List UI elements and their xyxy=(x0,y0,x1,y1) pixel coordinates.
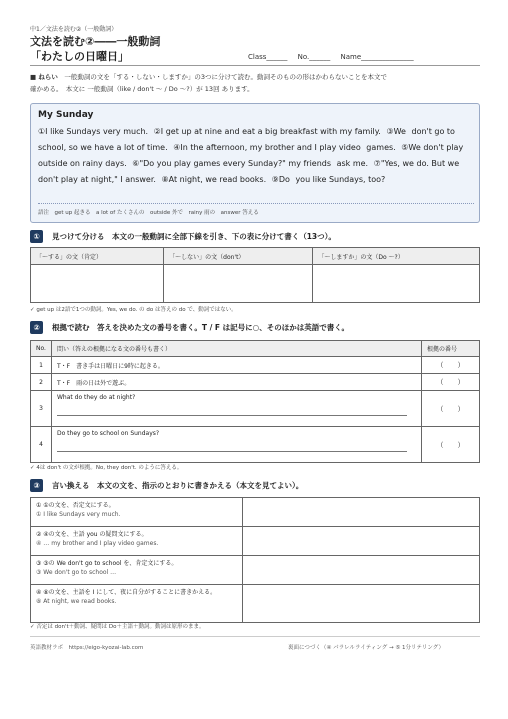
instruction-text: ② ④の文を、主語 you の疑問文にする。 xyxy=(36,531,148,538)
affirmative-answer-cell[interactable] xyxy=(31,265,164,303)
story-text xyxy=(38,124,474,188)
footer-site: 英語教材ラボ https://eigo-kyozai-lab.com xyxy=(30,645,144,651)
story-title: My Sunday xyxy=(38,110,94,120)
col-negative: 「～しない」の文（don't） xyxy=(164,248,313,265)
instruction-text: ④ ⑧の文を、主語を I にして、夜に自分がすることに書きかえる。 xyxy=(36,589,217,596)
vocab-divider xyxy=(38,203,474,204)
row-number: 2 xyxy=(31,374,52,391)
col-affirmative: 「～する」の文（肯定） xyxy=(31,248,164,265)
header-divider xyxy=(30,65,480,66)
row-number: 4 xyxy=(31,427,52,463)
source-sentence: ④ … my brother and I play video games. xyxy=(36,540,159,547)
sentence-6: ⑥"Do you play games every Sunday?" my friends xyxy=(132,159,332,168)
aim-label: ■ ねらい xyxy=(30,73,58,81)
section-1-header xyxy=(30,230,480,243)
sentence-9: ⑨Do xyxy=(271,175,290,184)
instruction-cell xyxy=(31,585,243,623)
footer-divider xyxy=(30,636,480,637)
section-3-header xyxy=(30,479,480,492)
sentence-2: ②I get up at nine and eat a big breakfast with my family. xyxy=(153,127,381,136)
sentence-1: ①I like Sundays very much. xyxy=(38,127,149,136)
section-1-note: ✓ get up は2語で1つの動詞。Yes, we do. の do は答えの do で、動詞ではない。 xyxy=(30,307,237,313)
name-field[interactable]: Name_______________ xyxy=(340,53,414,61)
name-fields xyxy=(248,53,422,61)
row-number: 3 xyxy=(31,391,52,427)
write-line[interactable] xyxy=(57,451,407,452)
col-question: 「～しますか」の文（Do ～?） xyxy=(313,248,480,265)
evidence-table xyxy=(30,340,480,463)
question-text[interactable]: T・F 書き手は日曜日に9時に起きる。 xyxy=(51,357,421,374)
source-sentence: ③ We don't go to school … xyxy=(36,569,117,576)
aim-box xyxy=(30,71,480,95)
section-2-note: ✓ 4は don't の文が根拠。No, they don't. のように答える。 xyxy=(30,465,183,471)
breadcrumb: 中1／文法を読む②（一般動詞） xyxy=(30,26,118,33)
table-row xyxy=(31,556,480,585)
sentence-5: ⑤We don't play outside on rainy days. xyxy=(38,143,464,168)
col-question-text: 問い（答えの根拠になる文の番号も書く） xyxy=(51,341,421,357)
instruction-text: ③ ③の We don't go to school を、肯定文にする。 xyxy=(36,560,178,567)
question-text[interactable]: T・F 雨の日は外で遊ぶ。 xyxy=(51,374,421,391)
sentence-3: ③We xyxy=(386,127,406,136)
section-2-number: ② xyxy=(30,321,43,334)
question-cell[interactable] xyxy=(51,427,421,463)
sentence-4-cont: games. xyxy=(366,143,396,152)
table-row xyxy=(31,391,480,427)
write-line[interactable] xyxy=(57,415,407,416)
section-1-number: ① xyxy=(30,230,43,243)
sort-table xyxy=(30,247,480,303)
table-row xyxy=(31,427,480,463)
instruction-cell xyxy=(31,498,243,527)
sentence-3-cont: don't go to school, so we have a lot of time. xyxy=(38,127,455,152)
rewrite-answer-cell[interactable] xyxy=(243,585,480,623)
vocab-notes: 語注 get up 起きる a lot of たくさんの outside 外で rainy 雨の answer 答える xyxy=(38,210,259,216)
table-row xyxy=(31,374,480,391)
question-text: Do they go to school on Sundays? xyxy=(56,430,160,437)
footer-continue: 裏面につづく（④ パラレルライティング → ⑤ 1分リテリング） xyxy=(288,645,444,651)
row-number: 1 xyxy=(31,357,52,374)
class-field[interactable]: Class______ xyxy=(248,53,288,61)
instruction-cell xyxy=(31,556,243,585)
story-box xyxy=(30,103,480,223)
source-sentence: ① I like Sundays very much. xyxy=(36,511,121,518)
rewrite-answer-cell[interactable] xyxy=(243,527,480,556)
instruction-cell xyxy=(31,527,243,556)
evidence-answer[interactable]: （ ） xyxy=(422,374,480,391)
table-row xyxy=(31,527,480,556)
number-field[interactable]: No.______ xyxy=(297,53,331,61)
rewrite-answer-cell[interactable] xyxy=(243,556,480,585)
col-no: No. xyxy=(31,341,52,357)
question-text: What do they do at night? xyxy=(56,394,136,401)
table-row xyxy=(31,357,480,374)
negative-answer-cell[interactable] xyxy=(164,265,313,303)
section-3-note: ✓ 否定は don't＋動詞、疑問は Do＋主語＋動詞。動詞は原形のまま。 xyxy=(30,624,205,630)
section-1-title: 見つけて分ける 本文の一般動詞に全部下線を引き、下の表に分けて書く（13つ）。 xyxy=(52,232,336,241)
rewrite-answer-cell[interactable] xyxy=(243,498,480,527)
table-row xyxy=(31,585,480,623)
evidence-answer[interactable]: （ ） xyxy=(422,391,480,427)
evidence-answer[interactable]: （ ） xyxy=(422,357,480,374)
source-sentence: ⑧ At night, we read books. xyxy=(36,598,117,605)
sentence-4: ④In the afternoon, my brother and I play video xyxy=(173,143,361,152)
page-title: 文法を読む②――一般動詞 xyxy=(30,35,161,48)
sentence-8: ⑧At night, we read books. xyxy=(161,175,267,184)
table-row xyxy=(31,498,480,527)
question-answer-cell[interactable] xyxy=(313,265,480,303)
question-cell[interactable] xyxy=(51,391,421,427)
sentence-9-cont: you like Sundays, too? xyxy=(295,175,386,184)
aim-text-1: 一般動詞の文を「する・しない・しますか」の3つに分けて読む。動詞そのものの形はかわらないことを本文で xyxy=(64,73,388,81)
sentence-7: ⑦"Yes, we do. But we don't play at night," I answer. xyxy=(38,159,460,184)
sentence-6-cont: ask me. xyxy=(336,159,369,168)
section-3-title: 言い換える 本文の文を、指示のとおりに書きかえる（本文を見てよい）。 xyxy=(52,481,304,490)
rewrite-table xyxy=(30,497,480,623)
section-3-number: ③ xyxy=(30,479,43,492)
page-subtitle: 「わたしの日曜日」 xyxy=(30,50,129,63)
aim-text-2: 確かめる。 本文に 一般動詞（like / don't ～ / Do ～?）が 13回 あります。 xyxy=(30,85,254,93)
instruction-text: ① ①の文を、否定文にする。 xyxy=(36,502,115,509)
section-2-header xyxy=(30,321,480,334)
section-2-title: 根拠で読む 答えを決めた文の番号を書く。T / F は記号に○、そのほかは英語で書く。 xyxy=(52,323,350,332)
evidence-answer[interactable]: （ ） xyxy=(422,427,480,463)
col-evidence: 根拠の番号 xyxy=(422,341,480,357)
